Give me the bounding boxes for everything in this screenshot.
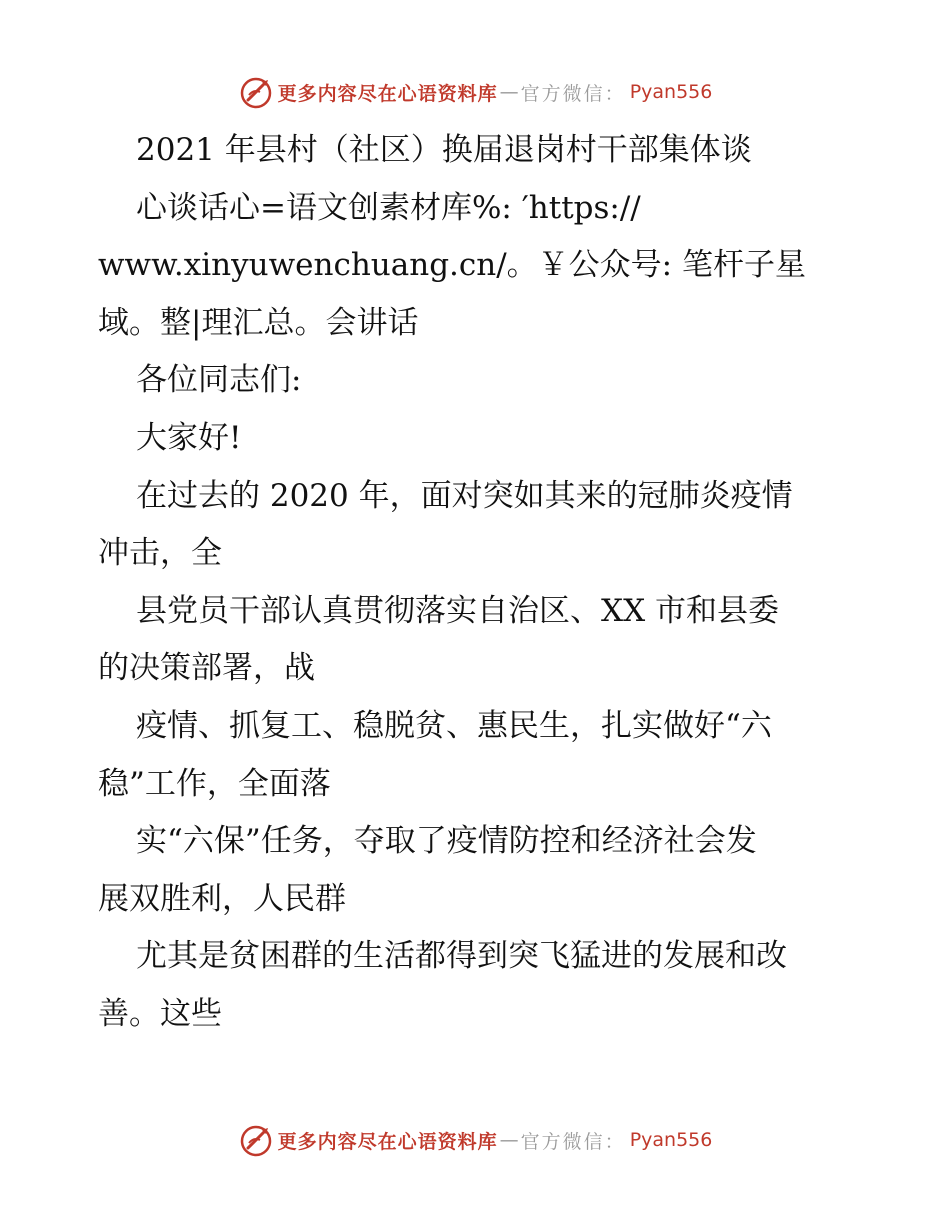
- doc-line-paragraph: 善。这些: [98, 995, 222, 1032]
- doc-line-source: 域。整|理汇总。会讲话: [98, 304, 419, 341]
- banner-wechat-label: 官方微信：: [520, 82, 626, 105]
- header-watermark-banner: [0, 72, 950, 112]
- banner-title: 更多内容尽在心语资料库: [277, 1130, 498, 1153]
- banner-title: 更多内容尽在心语资料库: [277, 82, 498, 105]
- banner-wechat-id: Pyan556: [629, 81, 713, 103]
- doc-line-title-2: 心谈话心=语文创素材库%: ′https://: [136, 189, 641, 226]
- doc-line-paragraph: 尤其是贫困群的生活都得到突飞猛进的发展和改: [136, 938, 787, 975]
- document-body: [98, 122, 868, 1044]
- banner-wechat-id: Pyan556: [629, 1129, 713, 1151]
- banner-dash: —: [499, 1129, 519, 1151]
- doc-line-paragraph: 在过去的 2020 年，面对突如其来的冠肺炎疫情: [136, 477, 793, 514]
- doc-line-title-1: 2021 年县村（社区）换届退岗村干部集体谈: [136, 132, 752, 168]
- doc-line-paragraph: 疫情、抓复工、稳脱贫、惠民生，扎实做好“六: [136, 707, 772, 744]
- banner-wechat-label: 官方微信：: [520, 1130, 626, 1153]
- doc-line-url: www.xinyuwenchuang.cn/。￥公众号: 笔杆子星: [98, 247, 806, 284]
- doc-line-greeting: 大家好!: [136, 419, 242, 456]
- doc-line-paragraph: 稳”工作，全面落: [98, 765, 331, 802]
- doc-line-salutation: 各位同志们:: [136, 362, 302, 399]
- banner-dash: —: [499, 81, 519, 103]
- doc-line-paragraph: 展双胜利，人民群: [98, 880, 346, 917]
- doc-line-paragraph: 实“六保”任务，夺取了疫情防控和经济社会发: [136, 823, 757, 860]
- footer-watermark-banner: [0, 1120, 950, 1160]
- doc-line-paragraph: 的决策部署，战: [98, 650, 315, 687]
- doc-line-paragraph: 县党员干部认真贯彻落实自治区、XX 市和县委: [136, 592, 779, 629]
- brand-logo-icon: [238, 1122, 274, 1158]
- doc-line-paragraph: 冲击，全: [98, 535, 222, 572]
- brand-logo-icon: [238, 74, 274, 110]
